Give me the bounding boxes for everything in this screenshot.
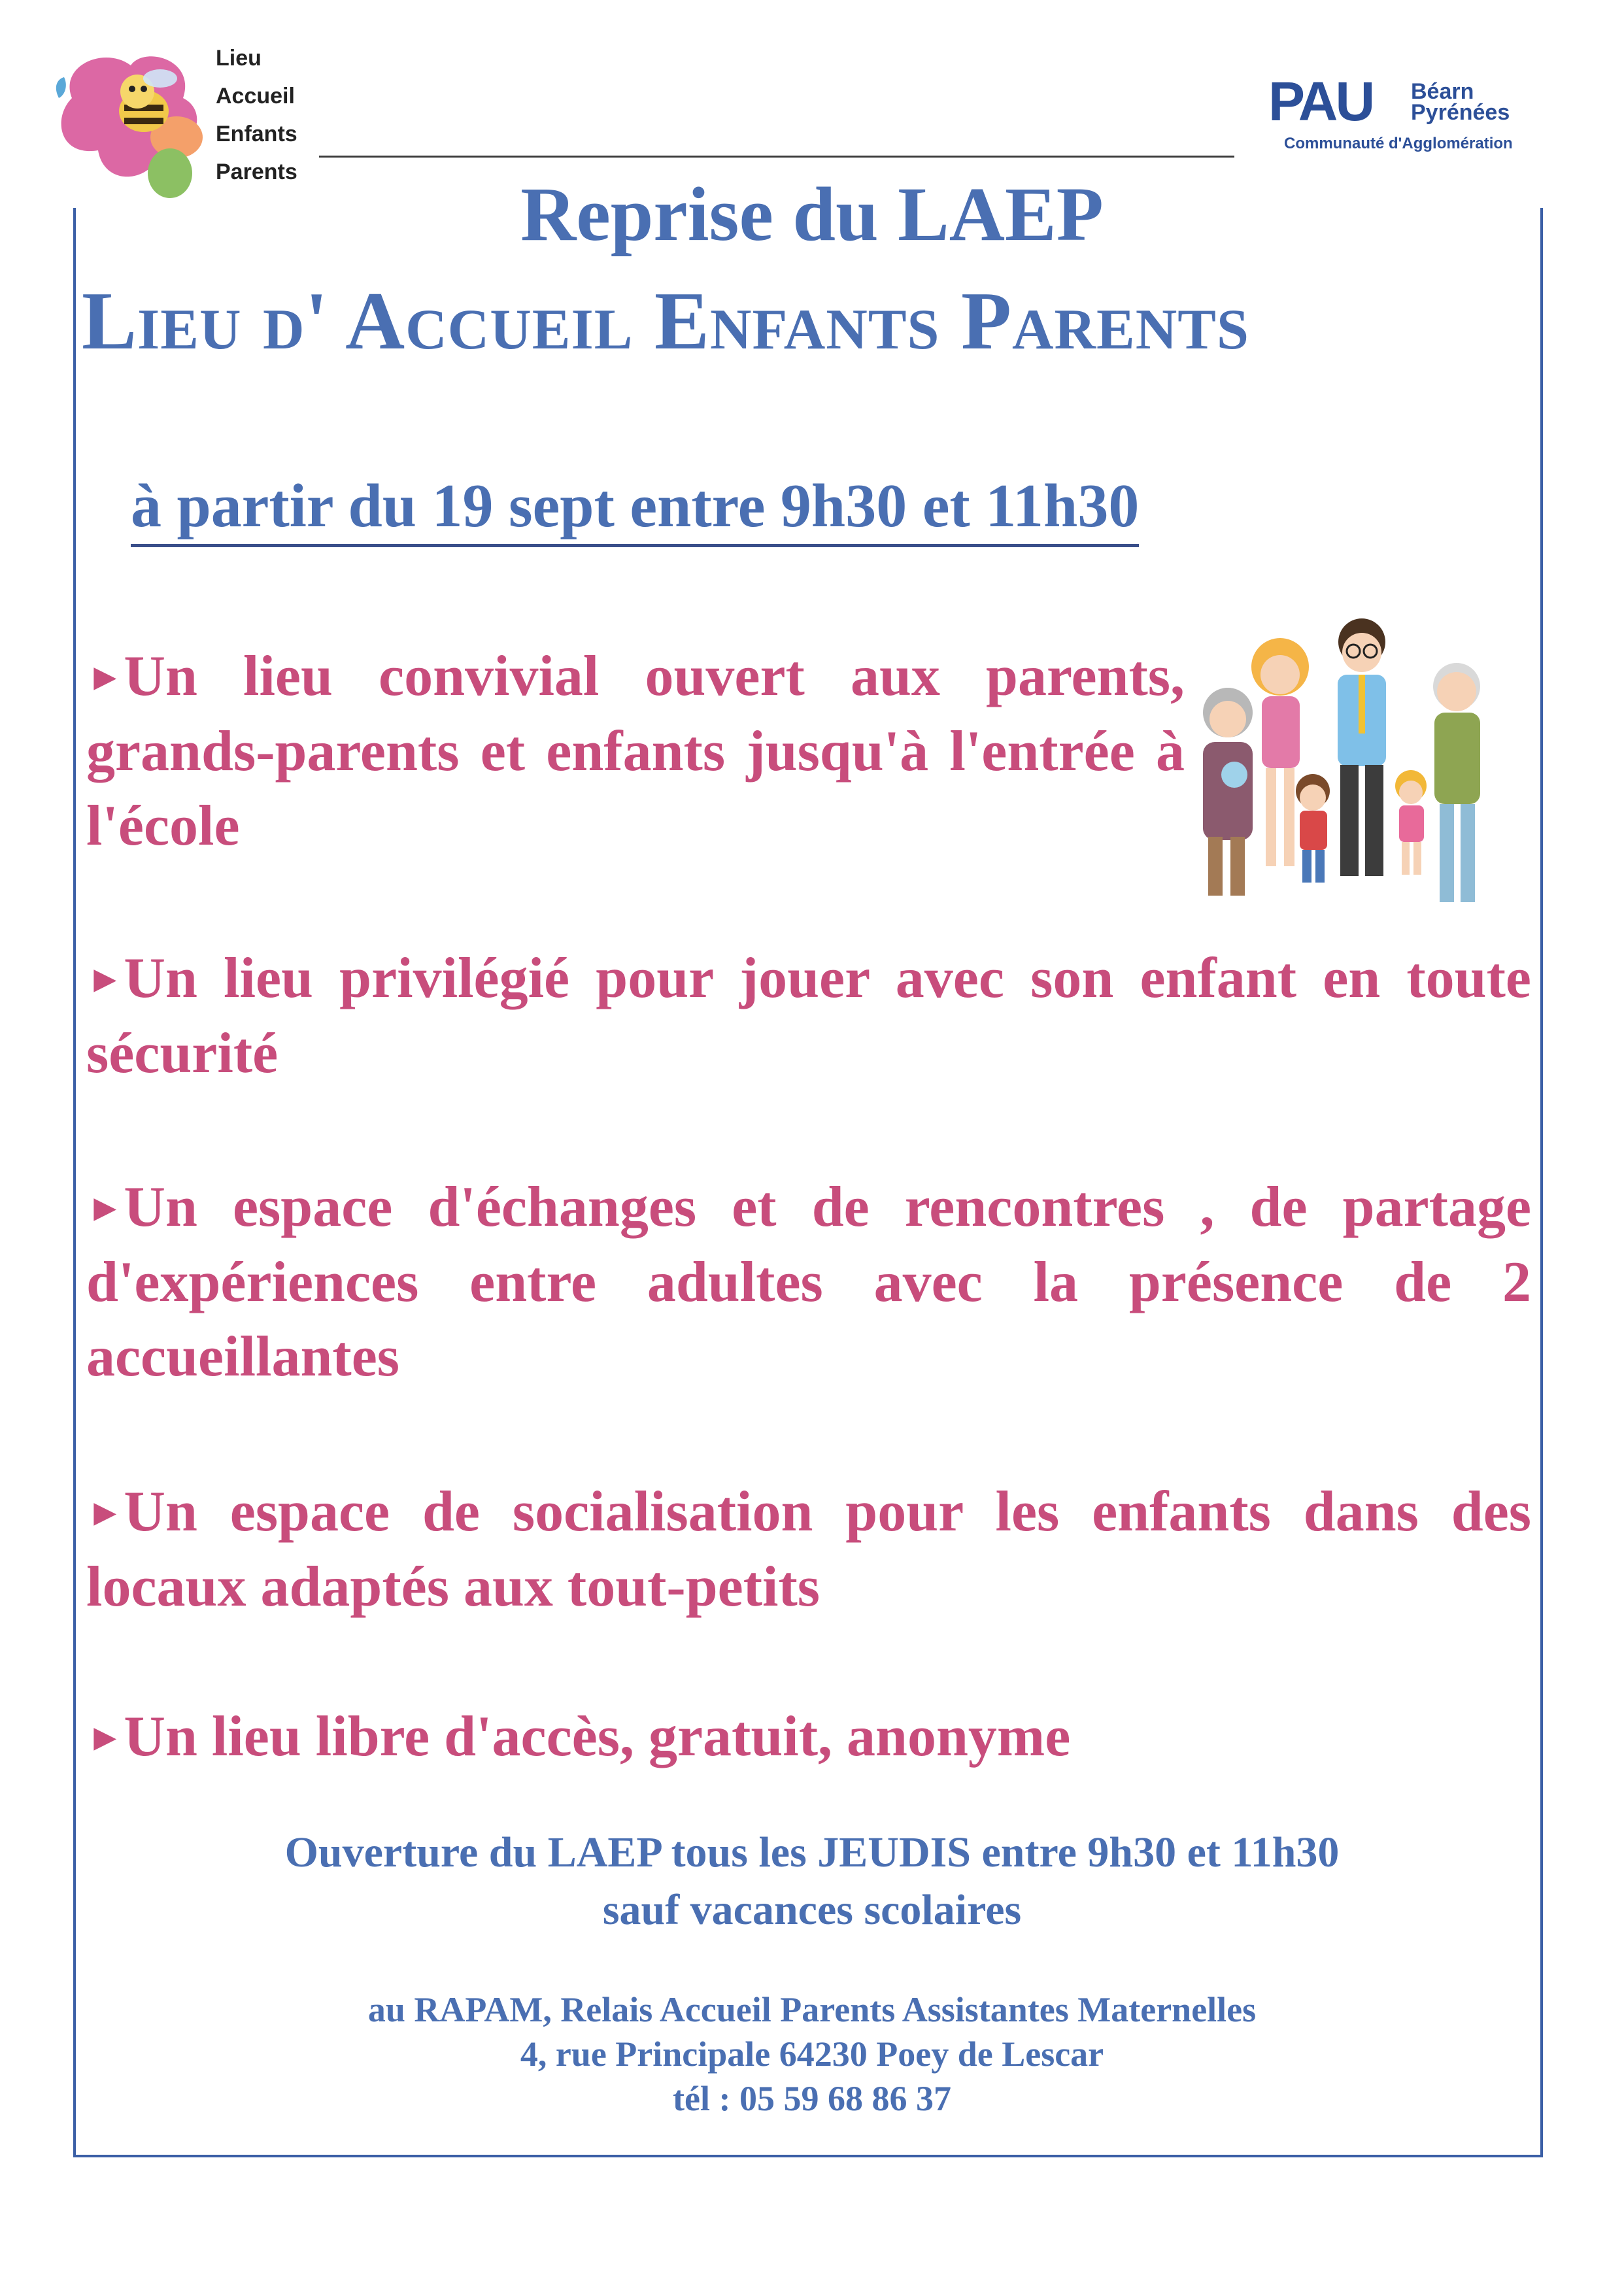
bullet-triangle-icon: ► (86, 1187, 124, 1229)
laep-logo-words (216, 39, 297, 191)
page-title: Reprise du LAEP (520, 171, 1104, 257)
logo-word: Enfants (216, 122, 297, 146)
bullet-text: Un lieu convivial ouvert aux parents, grands-parents et enfants jusqu'à l'entrée à l'école (86, 645, 1185, 858)
pau-logo-name: PAU (1268, 71, 1373, 132)
opening-hours-line2: sauf vacances scolaires (602, 1886, 1022, 1934)
logo-word: Accueil (216, 84, 295, 109)
bullet-triangle-icon: ► (86, 1491, 124, 1534)
opening-hours-line1: Ouverture du LAEP tous les JEUDIS entre 9h30 et 11h30 (284, 1829, 1340, 1876)
bullet-text: Un espace d'échanges et de rencontres , de partage d'expériences entre adultes avec la présence de 2 accueillantes (86, 1175, 1531, 1389)
logo-word: Parents (216, 160, 297, 184)
bullet-triangle-icon: ► (86, 1716, 124, 1759)
bullet-text: Un espace de socialisation pour les enfants dans des locaux adaptés aux tout-petits (86, 1480, 1531, 1619)
bullet-item (86, 941, 1531, 1091)
bullet-triangle-icon: ► (86, 958, 124, 1000)
start-date-text: à partir du 19 sept entre 9h30 et 11h30 (131, 471, 1139, 547)
opening-hours (0, 1824, 1624, 1939)
pau-logo-region-line1: Béarn (1411, 79, 1474, 104)
pau-logo-region (1411, 81, 1510, 123)
bullet-triangle-icon: ► (86, 656, 124, 698)
pau-agglomeration-logo (1268, 72, 1543, 163)
address-line2: 4, rue Principale 64230 Poey de Lescar (520, 2034, 1104, 2074)
page-subtitle: Lieu d' Accueil Enfants Parents (82, 276, 1249, 367)
pau-logo-region-line2: Pyrénées (1411, 100, 1510, 125)
bullet-item (86, 1700, 1531, 1775)
bullet-text: Un lieu libre d'accès, gratuit, anonyme (124, 1705, 1071, 1768)
bullet-item (86, 639, 1185, 864)
address-block (0, 1987, 1624, 2121)
address-line1: au RAPAM, Relais Accueil Parents Assistantes Maternelles (367, 1990, 1257, 2029)
pau-logo-subtitle: Communauté d'Agglomération (1284, 135, 1513, 152)
header-divider (319, 156, 1234, 158)
bullet-item (86, 1475, 1531, 1625)
family-illustration-icon (1189, 615, 1502, 928)
logo-word: Lieu (216, 46, 262, 71)
bullet-item (86, 1170, 1531, 1394)
address-phone: tél : 05 59 68 86 37 (673, 2079, 951, 2118)
start-date-line (131, 471, 1360, 547)
bullet-text: Un lieu privilégié pour jouer avec son enfant en toute sécurité (86, 947, 1531, 1085)
